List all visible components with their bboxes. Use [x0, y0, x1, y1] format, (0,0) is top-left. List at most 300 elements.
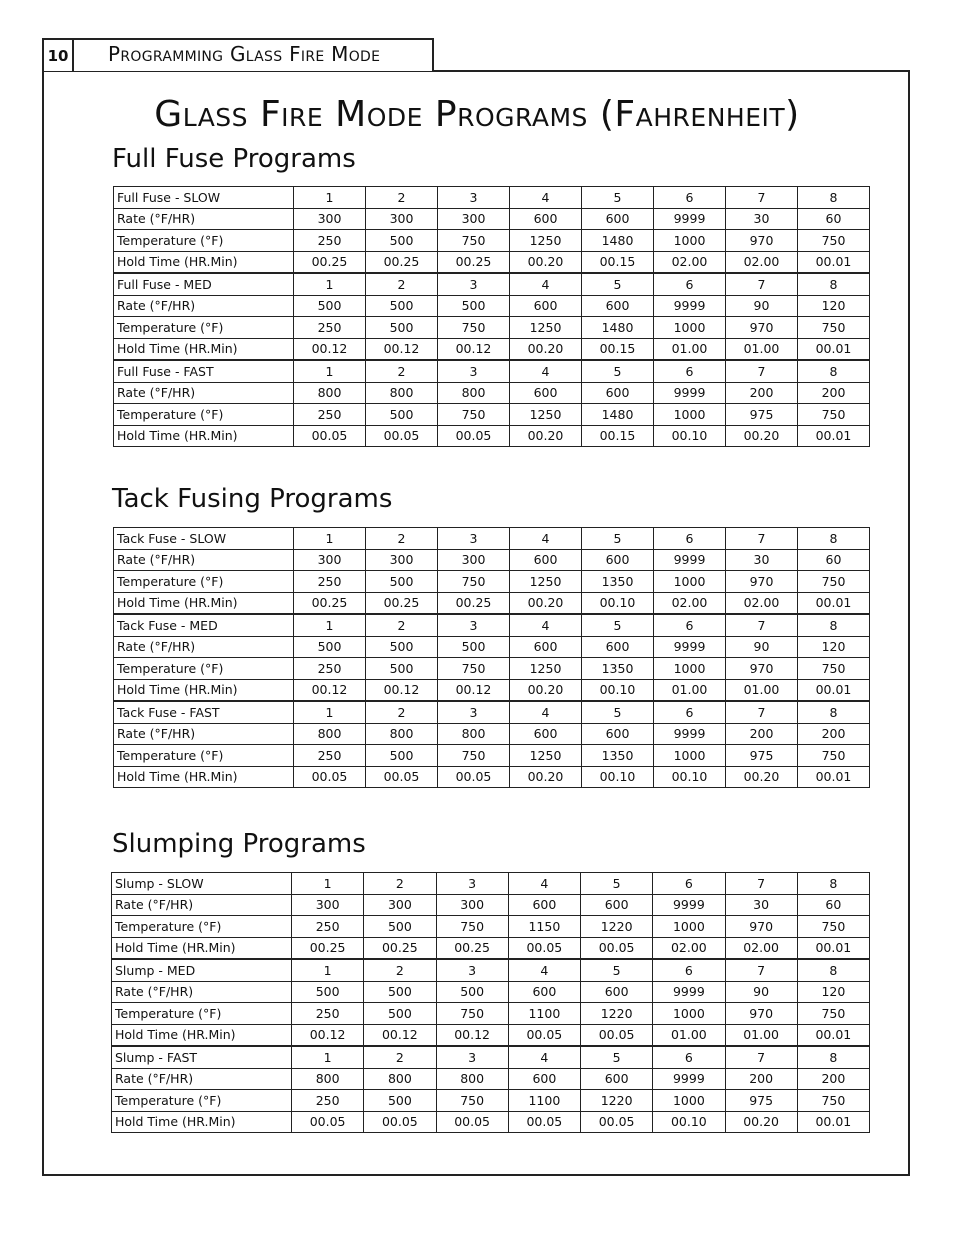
hold-value: 01.00	[726, 679, 798, 701]
rate-value: 600	[508, 894, 580, 916]
temp-value: 1480	[582, 404, 654, 426]
hold-value: 02.00	[726, 251, 798, 273]
hold-value: 00.25	[366, 592, 438, 614]
rate-value: 120	[798, 295, 870, 317]
rate-label: Rate (°F/HR)	[114, 549, 294, 571]
rate-value: 300	[436, 894, 508, 916]
hold-value: 00.12	[294, 679, 366, 701]
temp-label: Temperature (°F)	[112, 916, 292, 938]
hold-value: 00.05	[294, 766, 366, 788]
hold-value: 00.12	[364, 1024, 436, 1046]
temp-value: 750	[438, 571, 510, 593]
hold-value: 00.10	[582, 592, 654, 614]
segment-number: 6	[654, 528, 726, 550]
temp-value: 1250	[510, 745, 582, 767]
rate-value: 200	[726, 382, 798, 404]
temp-value: 1100	[508, 1090, 580, 1112]
rate-value: 200	[798, 723, 870, 745]
section-title-full-fuse: Full Fuse Programs	[112, 144, 356, 174]
temp-value: 750	[438, 745, 510, 767]
segment-number: 5	[581, 873, 653, 895]
rate-value: 800	[294, 723, 366, 745]
hold-value: 00.20	[510, 425, 582, 447]
hold-value: 01.00	[726, 338, 798, 360]
hold-value: 00.15	[582, 425, 654, 447]
segment-number: 1	[294, 360, 366, 382]
temp-value: 1250	[510, 404, 582, 426]
temp-value: 750	[436, 916, 508, 938]
hold-value: 00.20	[726, 766, 798, 788]
segment-number: 7	[726, 360, 798, 382]
segment-number: 4	[510, 614, 582, 636]
segment-number: 3	[438, 614, 510, 636]
temp-value: 500	[364, 916, 436, 938]
temp-value: 250	[294, 317, 366, 339]
hold-row	[114, 592, 870, 614]
rate-value: 300	[438, 208, 510, 230]
temp-value: 250	[294, 571, 366, 593]
rate-value: 600	[510, 295, 582, 317]
hold-label: Hold Time (HR.Min)	[114, 425, 294, 447]
rate-value: 9999	[654, 382, 726, 404]
rate-value: 60	[798, 208, 870, 230]
segment-number: 8	[798, 614, 870, 636]
program-table	[113, 186, 870, 447]
rate-value: 60	[798, 549, 870, 571]
rate-value: 500	[292, 981, 364, 1003]
temp-row	[114, 745, 870, 767]
temp-value: 500	[366, 317, 438, 339]
hold-label: Hold Time (HR.Min)	[114, 766, 294, 788]
segment-number: 5	[581, 1046, 653, 1068]
hold-row	[112, 1111, 870, 1133]
rate-value: 500	[364, 981, 436, 1003]
hold-value: 02.00	[654, 592, 726, 614]
temp-value: 1250	[510, 317, 582, 339]
rate-value: 300	[366, 549, 438, 571]
hold-label: Hold Time (HR.Min)	[114, 338, 294, 360]
segment-number: 6	[653, 873, 725, 895]
temp-value: 975	[726, 404, 798, 426]
program-header-row	[114, 360, 870, 382]
rate-value: 500	[366, 636, 438, 658]
temp-value: 250	[294, 658, 366, 680]
rate-value: 9999	[654, 636, 726, 658]
hold-value: 00.25	[438, 592, 510, 614]
rate-value: 800	[438, 382, 510, 404]
program-header-row	[114, 273, 870, 295]
rate-value: 600	[508, 981, 580, 1003]
temp-value: 750	[798, 658, 870, 680]
temp-value: 1000	[654, 658, 726, 680]
hold-value: 00.20	[510, 251, 582, 273]
temp-label: Temperature (°F)	[114, 317, 294, 339]
temp-value: 500	[366, 658, 438, 680]
segment-number: 1	[292, 959, 364, 981]
temp-value: 970	[726, 317, 798, 339]
segment-number: 8	[798, 701, 870, 723]
segment-number: 3	[436, 1046, 508, 1068]
hold-value: 00.05	[366, 766, 438, 788]
rate-row	[112, 981, 870, 1003]
segment-number: 8	[797, 1046, 869, 1068]
rate-value: 90	[726, 295, 798, 317]
hold-value: 00.05	[294, 425, 366, 447]
hold-row	[112, 937, 870, 959]
segment-number: 4	[510, 273, 582, 295]
temp-value: 750	[438, 230, 510, 252]
hold-value: 00.25	[294, 251, 366, 273]
segment-number: 1	[294, 187, 366, 209]
hold-row	[112, 1024, 870, 1046]
rate-value: 500	[438, 295, 510, 317]
rate-value: 600	[510, 208, 582, 230]
temp-row	[112, 1003, 870, 1025]
segment-number: 5	[582, 701, 654, 723]
rate-value: 500	[294, 295, 366, 317]
rate-row	[114, 382, 870, 404]
rate-row	[114, 723, 870, 745]
rate-label: Rate (°F/HR)	[112, 1068, 292, 1090]
header-title: Programming Glass Fire Mode	[108, 42, 381, 66]
rate-value: 800	[294, 382, 366, 404]
temp-label: Temperature (°F)	[114, 745, 294, 767]
segment-number: 3	[438, 273, 510, 295]
hold-value: 00.01	[797, 1111, 869, 1133]
temp-value: 750	[436, 1003, 508, 1025]
rate-label: Rate (°F/HR)	[112, 894, 292, 916]
temp-value: 970	[725, 1003, 797, 1025]
page-title: Glass Fire Mode Programs (Fahrenheit)	[154, 94, 800, 135]
rate-value: 9999	[654, 549, 726, 571]
temp-value: 1220	[581, 1003, 653, 1025]
segment-number: 6	[653, 959, 725, 981]
hold-value: 00.10	[582, 679, 654, 701]
segment-number: 3	[438, 187, 510, 209]
temp-value: 1000	[654, 404, 726, 426]
segment-number: 7	[726, 701, 798, 723]
hold-value: 00.12	[436, 1024, 508, 1046]
rate-value: 200	[798, 382, 870, 404]
segment-number: 7	[725, 1046, 797, 1068]
segment-number: 1	[294, 273, 366, 295]
temp-value: 970	[726, 658, 798, 680]
program-table	[111, 872, 870, 1133]
temp-value: 750	[798, 404, 870, 426]
segment-number: 2	[366, 187, 438, 209]
rate-value: 600	[581, 1068, 653, 1090]
program-name: Slump - FAST	[112, 1046, 292, 1068]
temp-value: 1480	[582, 317, 654, 339]
hold-value: 01.00	[653, 1024, 725, 1046]
rate-value: 500	[366, 295, 438, 317]
hold-value: 00.10	[654, 766, 726, 788]
temp-value: 1250	[510, 658, 582, 680]
temp-row	[114, 658, 870, 680]
rate-value: 800	[364, 1068, 436, 1090]
hold-value: 00.01	[798, 251, 870, 273]
rate-value: 300	[292, 894, 364, 916]
temp-value: 1220	[581, 916, 653, 938]
hold-value: 00.10	[654, 425, 726, 447]
segment-number: 8	[797, 959, 869, 981]
rate-row	[114, 636, 870, 658]
rate-value: 800	[438, 723, 510, 745]
temp-label: Temperature (°F)	[114, 404, 294, 426]
segment-number: 4	[508, 959, 580, 981]
segment-number: 2	[366, 273, 438, 295]
program-name: Full Fuse - MED	[114, 273, 294, 295]
page-number: 10	[42, 38, 74, 71]
temp-value: 1000	[653, 916, 725, 938]
hold-row	[114, 251, 870, 273]
rate-value: 500	[436, 981, 508, 1003]
program-header-row	[114, 701, 870, 723]
temp-row	[114, 230, 870, 252]
segment-number: 5	[582, 360, 654, 382]
temp-row	[112, 916, 870, 938]
temp-value: 1480	[582, 230, 654, 252]
temp-value: 1150	[508, 916, 580, 938]
temp-value: 750	[797, 916, 869, 938]
rate-label: Rate (°F/HR)	[114, 636, 294, 658]
hold-value: 00.10	[582, 766, 654, 788]
hold-value: 00.12	[438, 338, 510, 360]
segment-number: 2	[366, 614, 438, 636]
program-header-row	[112, 959, 870, 981]
rate-row	[112, 1068, 870, 1090]
program-name: Full Fuse - SLOW	[114, 187, 294, 209]
hold-value: 00.12	[438, 679, 510, 701]
temp-value: 1000	[654, 571, 726, 593]
temp-row	[112, 1090, 870, 1112]
segment-number: 4	[508, 1046, 580, 1068]
hold-value: 02.00	[653, 937, 725, 959]
rate-row	[114, 208, 870, 230]
temp-value: 250	[294, 230, 366, 252]
temp-value: 1350	[582, 571, 654, 593]
temp-label: Temperature (°F)	[112, 1003, 292, 1025]
rate-value: 800	[366, 723, 438, 745]
hold-value: 00.05	[292, 1111, 364, 1133]
temp-label: Temperature (°F)	[114, 658, 294, 680]
rate-value: 90	[725, 981, 797, 1003]
program-header-row	[114, 528, 870, 550]
rate-value: 300	[364, 894, 436, 916]
hold-value: 00.05	[581, 937, 653, 959]
rate-value: 9999	[654, 723, 726, 745]
temp-value: 1000	[654, 230, 726, 252]
temp-value: 750	[798, 317, 870, 339]
rate-value: 600	[582, 382, 654, 404]
temp-value: 975	[726, 745, 798, 767]
segment-number: 8	[798, 187, 870, 209]
rate-value: 600	[510, 723, 582, 745]
rate-value: 30	[726, 549, 798, 571]
hold-value: 00.12	[366, 338, 438, 360]
rate-value: 300	[294, 208, 366, 230]
rate-label: Rate (°F/HR)	[114, 723, 294, 745]
hold-value: 00.05	[364, 1111, 436, 1133]
hold-value: 00.15	[582, 251, 654, 273]
rate-value: 300	[438, 549, 510, 571]
rate-row	[114, 295, 870, 317]
hold-value: 00.25	[438, 251, 510, 273]
temp-value: 1000	[654, 317, 726, 339]
program-header-row	[112, 873, 870, 895]
hold-value: 00.12	[294, 338, 366, 360]
segment-number: 6	[654, 187, 726, 209]
temp-value: 1000	[653, 1003, 725, 1025]
program-name: Slump - SLOW	[112, 873, 292, 895]
rate-value: 600	[510, 636, 582, 658]
rate-value: 500	[438, 636, 510, 658]
segment-number: 5	[582, 187, 654, 209]
hold-value: 00.05	[366, 425, 438, 447]
segment-number: 7	[726, 273, 798, 295]
hold-label: Hold Time (HR.Min)	[114, 679, 294, 701]
rate-value: 30	[726, 208, 798, 230]
program-name: Tack Fuse - FAST	[114, 701, 294, 723]
segment-number: 1	[292, 1046, 364, 1068]
hold-value: 00.25	[366, 251, 438, 273]
segment-number: 2	[366, 701, 438, 723]
temp-value: 750	[797, 1090, 869, 1112]
temp-value: 250	[292, 1090, 364, 1112]
temp-value: 1350	[582, 745, 654, 767]
segment-number: 1	[292, 873, 364, 895]
program-header-row	[112, 1046, 870, 1068]
segment-number: 5	[582, 273, 654, 295]
rate-value: 600	[582, 723, 654, 745]
hold-value: 00.15	[582, 338, 654, 360]
hold-row	[114, 425, 870, 447]
hold-row	[114, 766, 870, 788]
hold-label: Hold Time (HR.Min)	[112, 937, 292, 959]
temp-value: 750	[797, 1003, 869, 1025]
temp-row	[114, 404, 870, 426]
segment-number: 2	[364, 959, 436, 981]
hold-value: 00.12	[292, 1024, 364, 1046]
hold-value: 02.00	[726, 592, 798, 614]
rate-value: 9999	[653, 981, 725, 1003]
program-header-row	[114, 187, 870, 209]
segment-number: 3	[438, 360, 510, 382]
temp-value: 970	[726, 571, 798, 593]
hold-value: 00.05	[438, 766, 510, 788]
temp-value: 1250	[510, 230, 582, 252]
temp-value: 500	[366, 745, 438, 767]
temp-value: 250	[292, 916, 364, 938]
rate-row	[114, 549, 870, 571]
segment-number: 6	[654, 273, 726, 295]
program-name: Tack Fuse - MED	[114, 614, 294, 636]
hold-row	[114, 338, 870, 360]
rate-value: 800	[436, 1068, 508, 1090]
hold-value: 00.01	[798, 338, 870, 360]
rate-value: 9999	[653, 894, 725, 916]
rate-value: 200	[725, 1068, 797, 1090]
rate-label: Rate (°F/HR)	[114, 382, 294, 404]
hold-value: 00.01	[798, 425, 870, 447]
temp-label: Temperature (°F)	[114, 571, 294, 593]
segment-number: 2	[364, 1046, 436, 1068]
hold-value: 00.01	[798, 592, 870, 614]
hold-value: 02.00	[725, 937, 797, 959]
segment-number: 1	[294, 701, 366, 723]
rate-value: 800	[292, 1068, 364, 1090]
segment-number: 7	[726, 187, 798, 209]
temp-value: 1350	[582, 658, 654, 680]
rate-value: 600	[582, 295, 654, 317]
temp-value: 500	[364, 1003, 436, 1025]
temp-label: Temperature (°F)	[114, 230, 294, 252]
segment-number: 5	[582, 614, 654, 636]
hold-value: 00.25	[436, 937, 508, 959]
temp-value: 970	[726, 230, 798, 252]
rate-value: 60	[797, 894, 869, 916]
rate-value: 600	[581, 894, 653, 916]
rate-value: 600	[510, 382, 582, 404]
hold-value: 00.05	[438, 425, 510, 447]
segment-number: 6	[654, 360, 726, 382]
segment-number: 8	[798, 360, 870, 382]
rate-value: 600	[582, 636, 654, 658]
temp-value: 500	[366, 404, 438, 426]
program-name: Full Fuse - FAST	[114, 360, 294, 382]
temp-value: 1250	[510, 571, 582, 593]
temp-value: 1100	[508, 1003, 580, 1025]
hold-value: 00.01	[798, 679, 870, 701]
segment-number: 7	[726, 528, 798, 550]
rate-label: Rate (°F/HR)	[112, 981, 292, 1003]
hold-value: 00.20	[726, 425, 798, 447]
segment-number: 6	[654, 701, 726, 723]
rate-value: 600	[510, 549, 582, 571]
temp-label: Temperature (°F)	[112, 1090, 292, 1112]
segment-number: 2	[366, 528, 438, 550]
rate-value: 9999	[653, 1068, 725, 1090]
rate-row	[112, 894, 870, 916]
hold-value: 00.20	[510, 766, 582, 788]
hold-label: Hold Time (HR.Min)	[112, 1024, 292, 1046]
rate-value: 120	[798, 636, 870, 658]
rate-value: 600	[508, 1068, 580, 1090]
rate-value: 200	[726, 723, 798, 745]
temp-value: 1220	[581, 1090, 653, 1112]
hold-value: 00.12	[366, 679, 438, 701]
temp-value: 500	[366, 571, 438, 593]
segment-number: 6	[653, 1046, 725, 1068]
temp-value: 750	[798, 745, 870, 767]
segment-number: 8	[798, 273, 870, 295]
hold-value: 00.01	[798, 766, 870, 788]
rate-value: 90	[726, 636, 798, 658]
segment-number: 4	[510, 187, 582, 209]
segment-number: 4	[510, 528, 582, 550]
temp-value: 970	[725, 916, 797, 938]
temp-value: 1000	[653, 1090, 725, 1112]
segment-number: 1	[294, 528, 366, 550]
hold-value: 01.00	[654, 338, 726, 360]
temp-value: 750	[436, 1090, 508, 1112]
hold-value: 00.25	[364, 937, 436, 959]
segment-number: 7	[725, 959, 797, 981]
rate-label: Rate (°F/HR)	[114, 208, 294, 230]
temp-value: 750	[798, 571, 870, 593]
hold-label: Hold Time (HR.Min)	[114, 251, 294, 273]
temp-value: 750	[438, 658, 510, 680]
